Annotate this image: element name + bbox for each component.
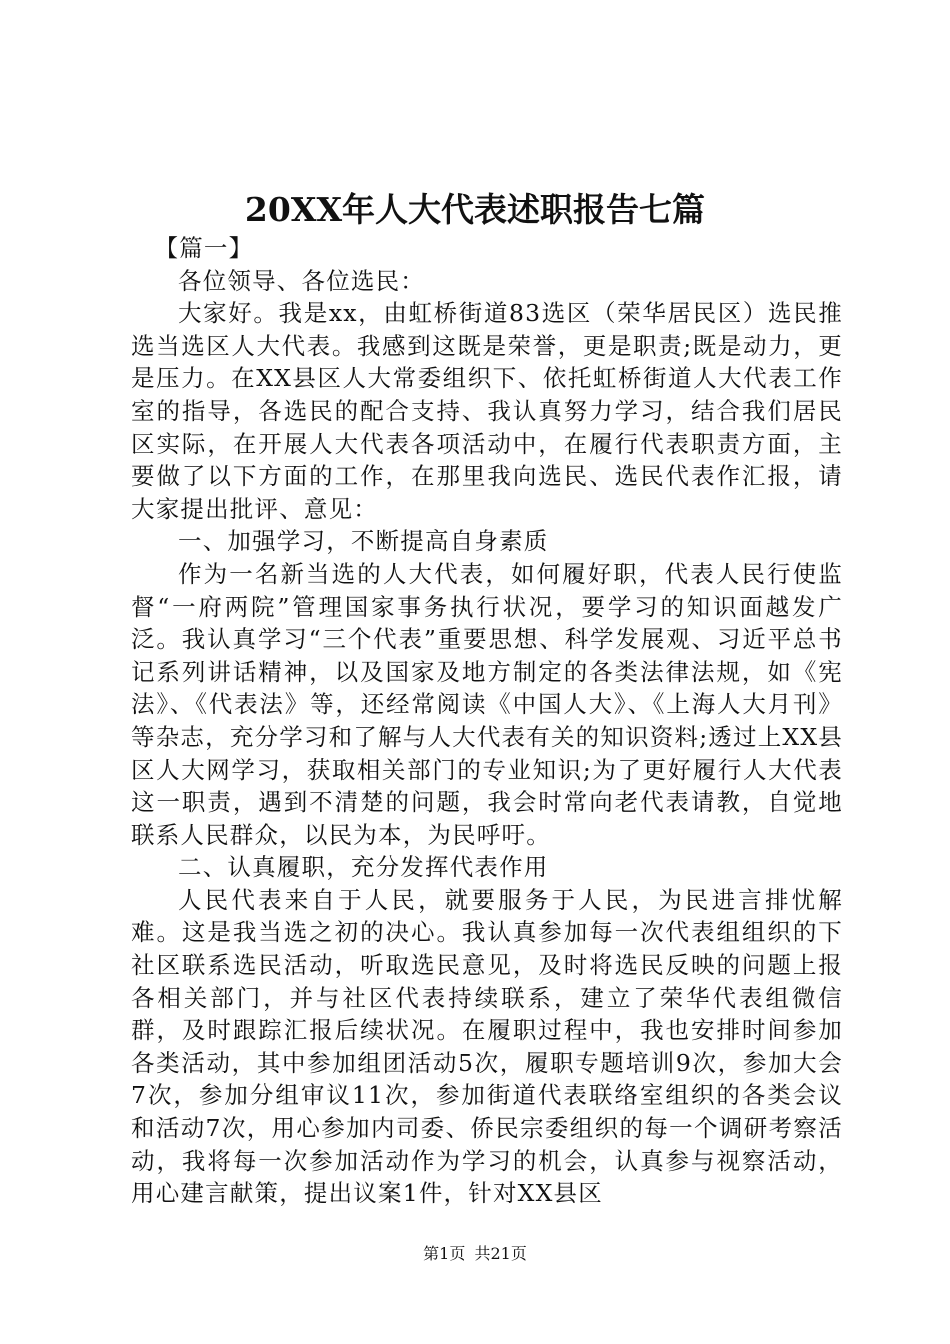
document-body	[131, 232, 843, 1210]
paragraph-duties: 人民代表来自于人民，就要服务于人民，为民进言排忧解难。这是我当选之初的决心。我认真参加每一次代表组组织的下社区联系选民活动，听取选民意见，及时将选民反映的问题上报各相关部门，并与社区代表持续联系，建立了荣华代表组微信群，及时跟踪汇报后续状况。在履职过程中，我也安排时间参加各类活动，其中参加组团活动5次，履职专题培训9次，参加大会7次，参加分组审议11次，参加街道代表联络室组织的各类会议和活动7次，用心参加内司委、侨民宗委组织的每一个调研考察活动，我将每一次参加活动作为学习的机会，认真参与视察活动，用心建言献策，提出议案1件，针对XX县区	[131, 885, 843, 1208]
paragraph-study: 作为一名新当选的人大代表，如何履好职，代表人民行使监督“一府两院”管理国家事务执行状况，要学习的知识面越发广泛。我认真学习“三个代表”重要思想、科学发展观、习近平总书记系列讲话精神，以及国家及地方制定的各类法律法规，如《宪法》、《代表法》等，还经常阅读《中国人大》、《上海人大月刊》等杂志，充分学习和了解与人大代表有关的知识资料;透过上XX县区人大网学习，获取相关部门的专业知识;为了更好履行人大代表这一职责，遇到不清楚的问题，我会时常向老代表请教，自觉地联系人民群众，以民为本，为民呼吁。	[131, 559, 843, 849]
heading-section-2: 二、认真履职，充分发挥代表作用	[178, 853, 549, 882]
page-footer	[0, 1243, 950, 1265]
page-total: 共21页	[474, 1244, 527, 1263]
page-number: 第1页	[423, 1244, 466, 1263]
heading-section-1: 一、加强学习，不断提高自身素质	[178, 527, 549, 556]
salutation: 各位领导、各位选民：	[178, 266, 425, 295]
document-title: 20XX年人大代表述职报告七篇	[244, 190, 706, 229]
paragraph-intro: 大家好。我是xx，由虹桥街道83选区（荣华居民区）选民推选当选区人大代表。我感到这既是荣誉，更是职责;既是动力，更是压力。在XX县区人大常委组织下、依托虹桥街道人大代表工作室的指导，各选民的配合支持、我认真努力学习，结合我们居民区实际，在开展人大代表各项活动中，在履行代表职责方面，主要做了以下方面的工作，在那里我向选民、选民代表作汇报，请大家提出批评、意见：	[131, 299, 843, 523]
section-marker: 【篇一】	[154, 234, 254, 262]
